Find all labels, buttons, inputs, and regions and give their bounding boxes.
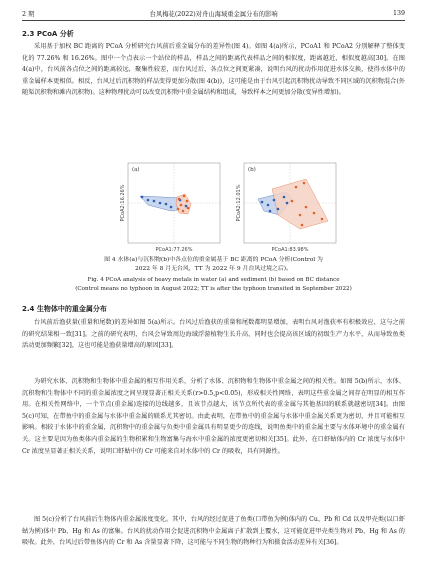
caption-en-line1: Fig. 4 PCoA analysis of heavy metals in water (a) and sediment (b) based on BC distance [87,277,340,283]
point-b-after [305,206,308,209]
panel-b-sediment [234,159,338,254]
point-b-after [303,182,306,185]
point-a-before [185,205,188,208]
paragraph-correlation: 为研究水体、沉积物和生物体中重金属的相互作用关系，分析了水体、沉积物和生物体中重金属之间的相关性。如图 5(b)所示，水体、沉积物和生物体中不同的重金属浓度之间呈现显著正相关关系(r>0.5,p<0.05)，形成相关性网络，表明这些重金属之间存在明显的相互作用。在相关性网络中，一个节点(重金属)连接的边线越多，且该节点越大，该节点所代表的重金属与其他基因的联系就越密切[34]。由图 5(c)可知，在带鱼中的重金属与水体中重金属的联系尤其密切。由此表明，在带鱼中的重金属与水体中重金属关系更为密切，并且可能相互影响。相较于水体中的重金属，沉积物中的重金属与负类中重金属具有明显更少的连线，说明鱼类中的重金属主要与水体环境中的重金属有关。这主要是因为鱼类体内重金属的生物积累和生物富集与海水中重金属的浓度更密切相关[35]。此外，在口虾蛄体内的 Cr 浓度与水体中 Cr 浓度呈显著正相关关系，说明口虾蛄中的 Cr 可能来自对水体中的 Cr 的吸收，具有同源性。 [22,378,405,455]
panel-b-plot [234,159,338,254]
panel-a-ylabel: PCoA2:16.26% [120,184,126,222]
point-b-after [299,214,302,217]
point-b-before [269,210,272,213]
point-a-before [153,200,156,203]
point-b-before [283,196,286,199]
point-b-before [273,199,276,202]
point-a-after [183,195,186,198]
point-a-after [180,204,183,207]
point-b-after [301,224,304,227]
point-b-before [267,204,270,207]
figure-4 [118,159,338,254]
point-a-after [178,198,181,201]
panel-a-label: (a) [132,167,140,173]
point-b-before [277,208,280,211]
running-header [22,6,405,21]
paragraph-catch: 台风前后渔获量(重量和尾数)的差异如图 5(a)所示。台风过后渔获的重量和尾数都明显增加，表明台风对渔获率有积极效应，这与之前的研究结果相一致[31]。之前的研究表明，台风会导致周边海域浮游植物生长升高，同时也会提高该区域的初级生产力水平，从而导致鱼类活动更加频繁[32]，这也可能是渔获量增高的原因[33]。 [22,319,405,350]
point-b-after [321,218,324,221]
panel-b-xlabel: PCoA1:83.98% [271,247,309,253]
point-a-before [141,196,144,199]
issue-number: 2 期 [22,10,35,18]
point-a-before [170,206,173,209]
paragraph-bioaccumulation: 图 5(c)分析了台风前后生物体内重金属浓度变化。其中，台风的经过促进了鱼类(口带鱼为例)体内的 Cu、Pb 和 Cd 以及甲壳类(以口虾蛄为例)体中 Pb、Hg 和 As 的富集。台风的扰动作用会促进沉积物中金属离子扩散到上覆水，这可能促进甲壳类生物对 Pb、Hg 和 As 的吸收。此外，台风过后带鱼体内的 Cr 和 As 含量显著下降，这可能与不同生物的物种行为和摄食活动差异有关[36]。 [22,516,405,547]
caption-zh-line2: 2022 年 8 月无台风，TT 为 2022 年 9 月台风过境之后)。 [135,266,292,272]
panel-a-xlabel: PCoA1:77.26% [155,247,193,253]
point-a-before [165,203,168,206]
panel-b-ylabel: PCoA2:12.01% [236,184,242,222]
caption-en-line2: (Control means no typhoon in August 2022; TT is after the typhoon transited in September 2022) [75,286,352,292]
hull-b-after [272,179,328,229]
panel-a-plot [118,159,222,254]
point-b-before [286,202,289,205]
point-b-before [261,201,264,204]
journal-running-title: 台风梅花(2022)对舟山海域重金属分布的影响 [149,10,278,18]
caption-zh-line1: 图 4 水体(a)与沉积物(b)中各点位的重金属基于 BC 距离的 PCoA 分析(Control 为 [104,257,323,263]
point-a-after [182,210,185,213]
point-b-after [313,212,316,215]
panel-b-label: (b) [248,167,256,173]
point-a-before [159,202,162,205]
point-a-after [177,208,180,211]
section-heading-pcoa: 2.3 PCoA 分析 [22,30,74,38]
panel-a-water [118,159,222,254]
page-number: 139 [392,9,405,17]
point-a-before [147,199,150,202]
point-a-after [187,207,190,210]
point-b-after [291,200,294,203]
paragraph-pcoa: 采用基于加权 BC 距离的 PCoA 分析研究台风前后重金属分布的差异性(图 4)。如图 4(a)所示，PCoA1 和 PCoA2 分别解释了整体变化的 77.26% 和 16.26%。图中一个点表示一个站位的样品，样品之间的距离代表样品之间的相似度，距离越近，相似度越高[30]。在图 4(a)中，台风前各点位之间的距离较远，聚集性较差，而台风过后，各点位之间更紧凑，说明台风的扰动作用促进水体交换，使得水体中的重金属样本更相似。相反，台风过后沉积物的样品变得更加分散(图 4(b))，这可能是由于台风引起沉积物扰动导致不同区域的沉积物混合(外随渠沉积物和滩内沉积物)。这种物理扰动可以改变沉积物中重金属结构和组成，导致样本之间更加分散(变异性增加)。 [22,43,405,97]
point-a-after [186,200,189,203]
section-heading-biota: 2.4 生物体中的重金属分布 [22,305,107,313]
point-b-after [295,186,298,189]
